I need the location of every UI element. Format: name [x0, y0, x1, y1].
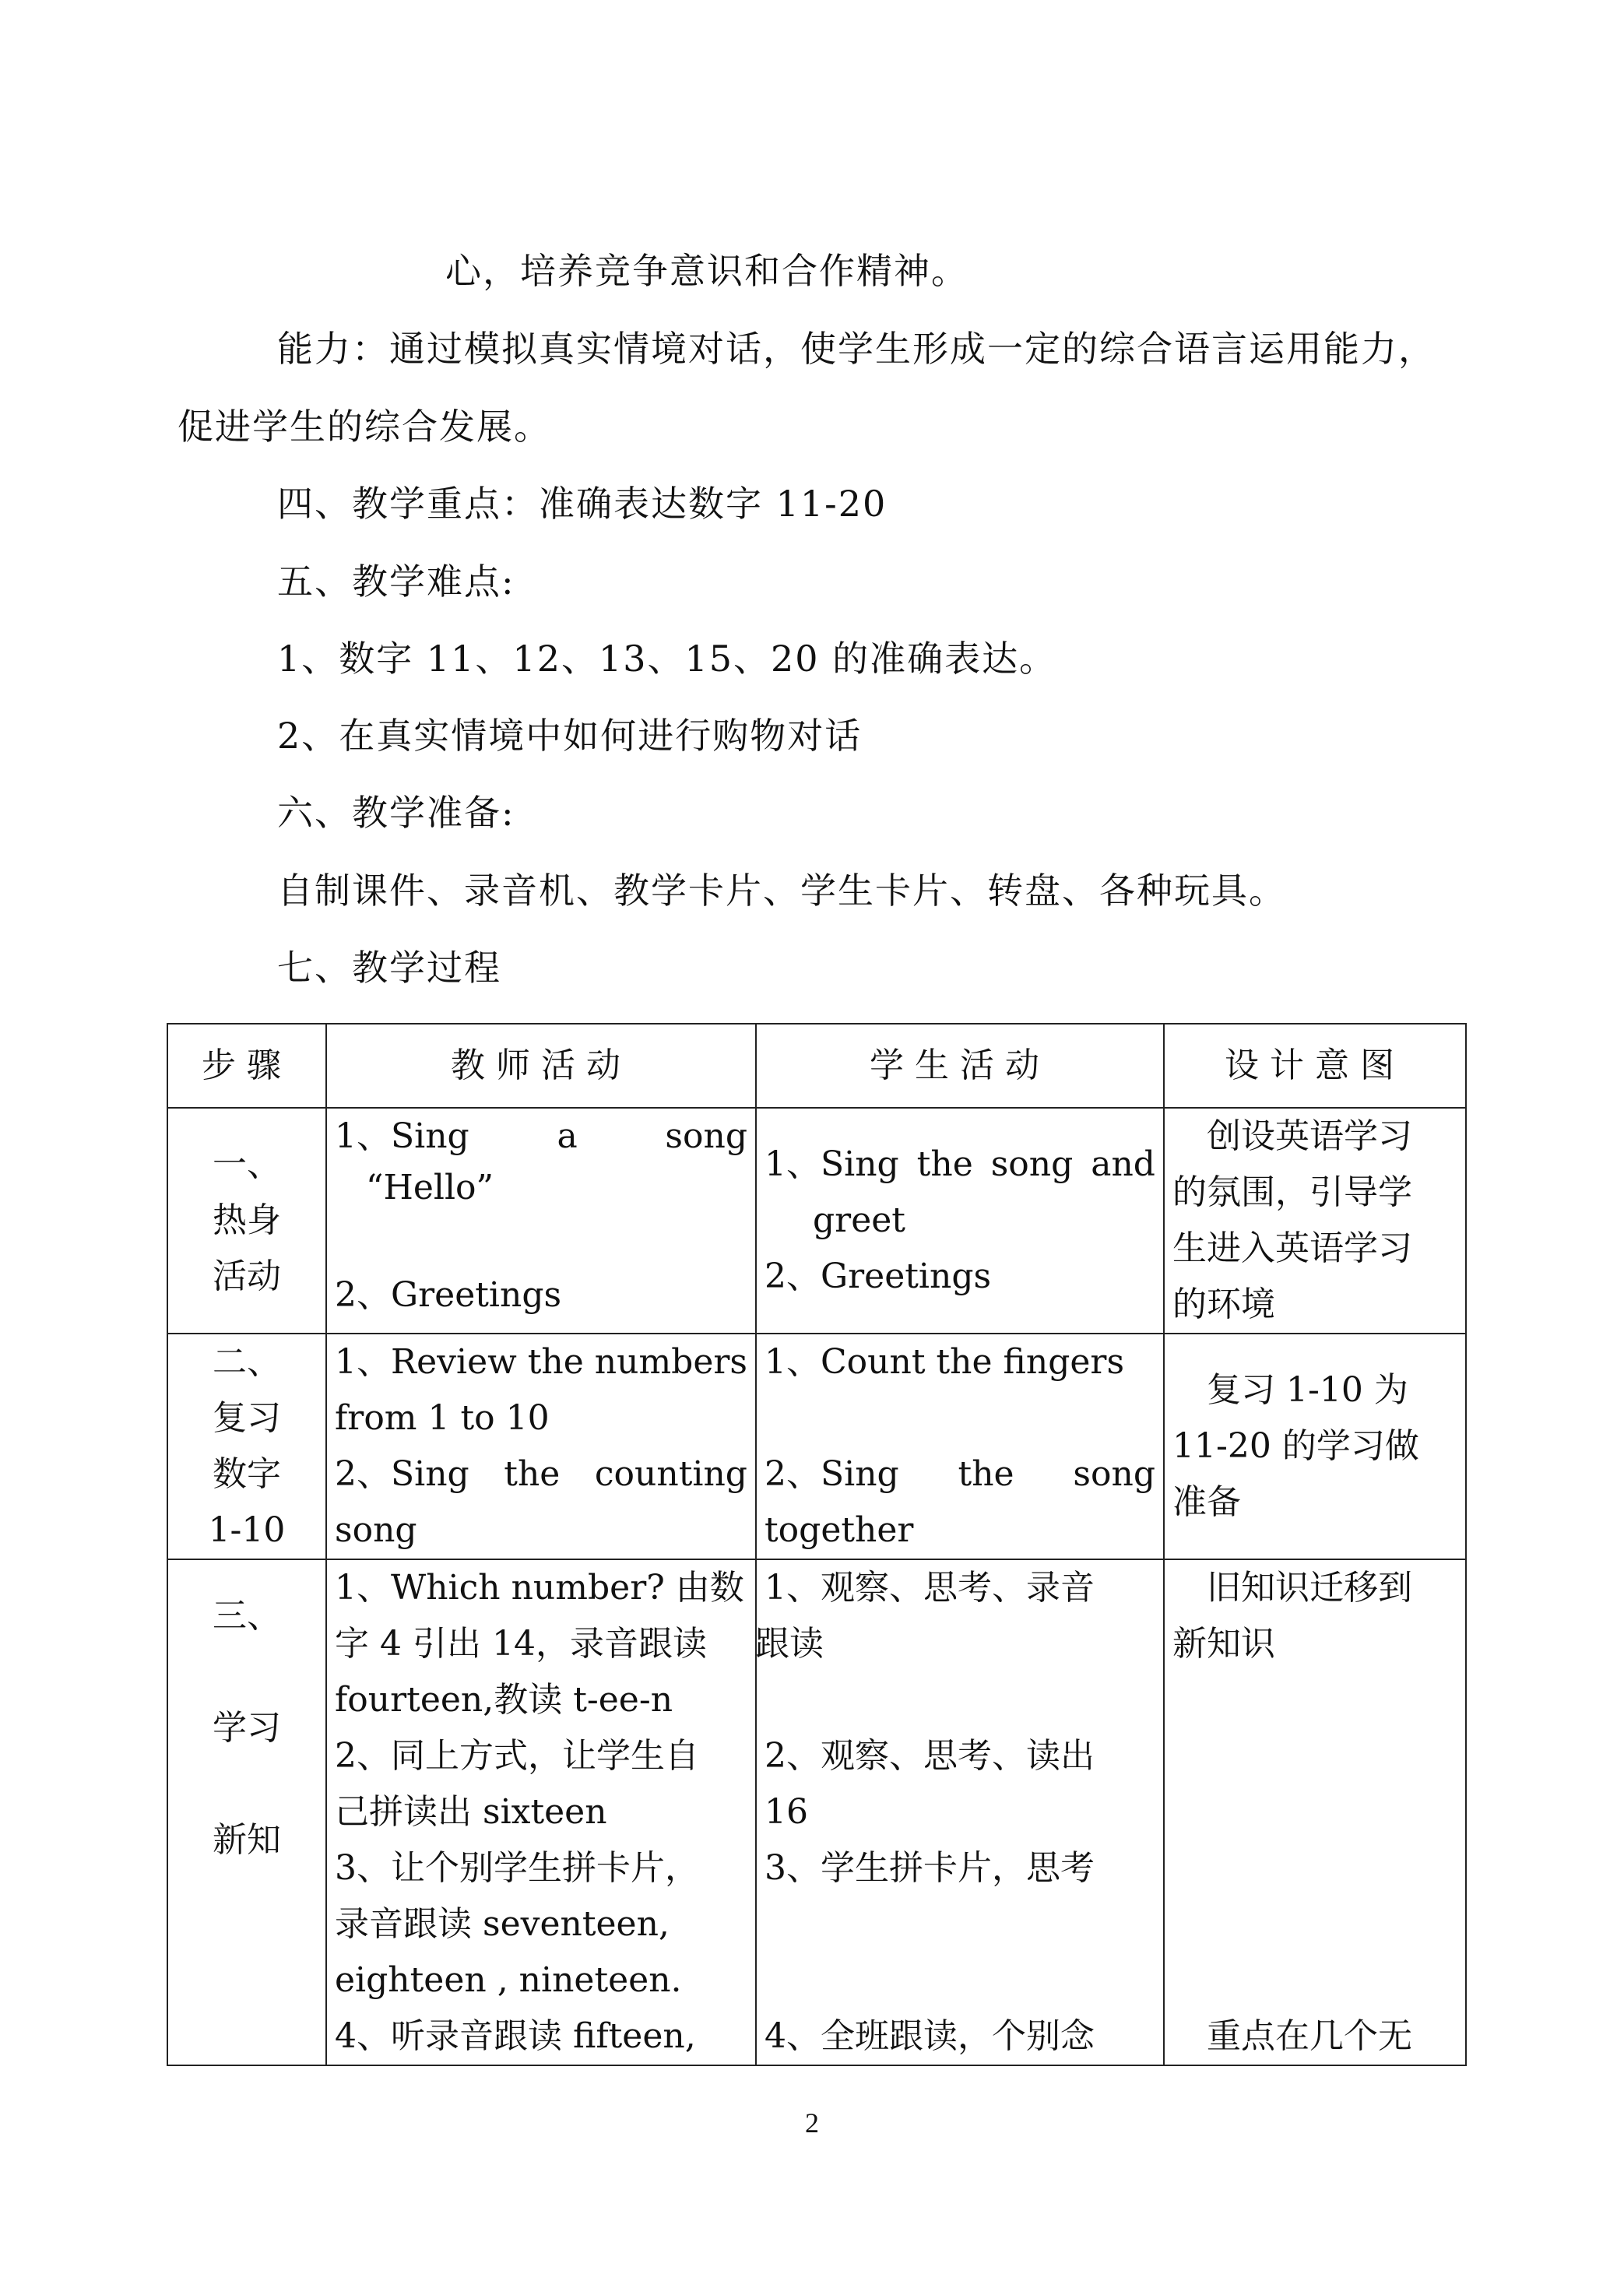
step-cell — [167, 1559, 326, 2065]
teacher-activity-line: 录音跟读 seventeen, — [335, 1904, 670, 1944]
step-label: 活动 — [213, 1256, 281, 1296]
column-header-purpose: 设计意图 — [1164, 1024, 1466, 1108]
section-heading-key-points: 四、教学重点：准确表达数字 11-20 — [277, 483, 888, 525]
purpose-line: 旧知识迁移到 — [1207, 1568, 1412, 1608]
student-activity-cell — [756, 1559, 1164, 2065]
student-activity-line: 1、Count the fingers — [765, 1342, 1125, 1382]
column-header-student: 学生活动 — [756, 1024, 1164, 1108]
step-label: 热身 — [213, 1200, 281, 1240]
purpose-line: 11-20 的学习做 — [1172, 1426, 1419, 1466]
student-activity-line: together — [765, 1510, 914, 1550]
table-header-row — [167, 1024, 1466, 1108]
purpose-line: 重点在几个无 — [1207, 2016, 1412, 2056]
purpose-line: 新知识 — [1172, 1624, 1275, 1664]
student-activity-cell — [756, 1334, 1164, 1559]
table-row — [167, 1334, 1466, 1559]
section-heading-process: 七、教学过程 — [277, 947, 501, 989]
teacher-activity-cell — [326, 1559, 756, 2065]
section-heading-difficulties: 五、教学难点: — [277, 561, 515, 603]
column-header-teacher: 教师活动 — [326, 1024, 756, 1108]
student-activity-line: 跟读 — [755, 1624, 824, 1664]
teacher-activity-line: song — [335, 1510, 417, 1550]
purpose-line: 准备 — [1172, 1482, 1241, 1522]
student-activity-line: greet — [813, 1200, 905, 1240]
table-row — [167, 1559, 1466, 2065]
teacher-activity-line: 1、Sing a song — [335, 1116, 747, 1156]
purpose-line: 的氛围，引导学 — [1172, 1172, 1412, 1212]
list-item: 1、数字 11、12、13、15、20 的准确表达。 — [277, 638, 1057, 680]
paragraph-line: 促进学生的综合发展。 — [178, 406, 551, 448]
student-activity-cell — [756, 1108, 1164, 1334]
table-row — [167, 1108, 1466, 1334]
student-activity-line: 2、观察、思考、读出 — [765, 1736, 1095, 1776]
paragraph-line: 能力：通过模拟真实情境对话，使学生形成一定的综合语言运用能力， — [277, 328, 1436, 370]
teacher-activity-line: 2、同上方式，让学生自 — [335, 1736, 699, 1776]
purpose-line: 生进入英语学习 — [1172, 1228, 1412, 1268]
teacher-activity-cell — [326, 1108, 756, 1334]
step-cell — [167, 1108, 326, 1334]
student-activity-line: 3、学生拼卡片，思考 — [765, 1848, 1095, 1888]
section-heading-preparation: 六、教学准备: — [277, 792, 515, 834]
column-header-step: 步骤 — [167, 1024, 326, 1108]
purpose-cell — [1164, 1559, 1466, 2065]
student-activity-line: 2、Sing the song — [765, 1454, 1155, 1494]
step-label: 新知 — [213, 1820, 281, 1860]
student-activity-line: 4、全班跟读，个别念 — [765, 2016, 1095, 2056]
student-activity-line: 2、Greetings — [765, 1256, 992, 1296]
teacher-activity-line: 2、Greetings — [335, 1275, 562, 1315]
teacher-activity-line: 4、听录音跟读 fifteen, — [335, 2016, 696, 2056]
teacher-activity-line: eighteen , nineteen. — [335, 1960, 682, 2000]
page-number: 2 — [805, 2107, 819, 2139]
student-activity-line: 16 — [765, 1792, 808, 1832]
teacher-activity-line: fourteen,教读 t-ee-n — [335, 1680, 673, 1720]
teacher-activity-line: 字 4 引出 14，录音跟读 — [335, 1624, 707, 1664]
purpose-cell — [1164, 1334, 1466, 1559]
step-label: 数字 — [213, 1454, 281, 1494]
teacher-activity-line: 2、Sing the counting — [335, 1454, 747, 1494]
teacher-activity-line: 1、Which number? 由数 — [335, 1568, 744, 1608]
teacher-activity-line: 3、让个别学生拼卡片， — [335, 1848, 699, 1888]
purpose-line: 复习 1-10 为 — [1207, 1370, 1408, 1410]
purpose-line: 的环境 — [1172, 1285, 1275, 1324]
teacher-activity-cell — [326, 1334, 756, 1559]
list-item: 2、在真实情境中如何进行购物对话 — [277, 715, 863, 757]
step-label: 复习 — [213, 1398, 281, 1438]
teacher-activity-line: 己拼读出 sixteen — [335, 1792, 607, 1832]
step-label: 三、 — [213, 1596, 281, 1636]
step-label: 一、 — [213, 1144, 281, 1184]
paragraph-line: 心，培养竞争意识和合作精神。 — [445, 250, 968, 292]
purpose-cell — [1164, 1108, 1466, 1334]
student-activity-line: 1、观察、思考、录音 — [765, 1568, 1095, 1608]
step-label: 学习 — [213, 1708, 281, 1748]
step-cell — [167, 1334, 326, 1559]
teacher-activity-line: “Hello” — [366, 1168, 494, 1207]
purpose-line: 创设英语学习 — [1207, 1116, 1412, 1156]
step-label: 二、 — [213, 1342, 281, 1382]
teacher-activity-line: from 1 to 10 — [335, 1398, 550, 1438]
teaching-process-table — [167, 1023, 1467, 2066]
step-label: 1-10 — [208, 1510, 286, 1550]
student-activity-line: 1、Sing the song and — [765, 1144, 1155, 1184]
teacher-activity-line: 1、Review the numbers — [335, 1342, 747, 1382]
paragraph-line: 自制课件、录音机、教学卡片、学生卡片、转盘、各种玩具。 — [277, 870, 1286, 912]
